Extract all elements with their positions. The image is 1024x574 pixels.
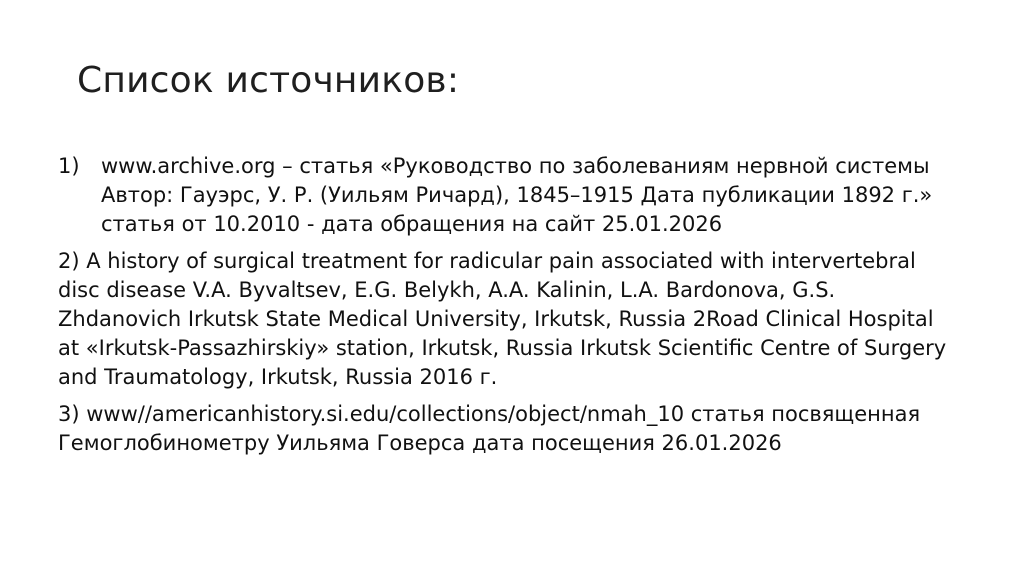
source-item-1-number: 1) [58, 154, 80, 178]
source-list [58, 152, 958, 466]
source-item-1 [58, 152, 958, 239]
source-item-1-text: www.archive.org – статья «Руководство по заболеваниям нервной системы Автор: Гауэрс, У. Р. (Уильям Ричард), 1845–1915 Дата публикации 1892 г.» статья от 10.2010 - дата обращения на сайт 25.01.2026 [101, 154, 933, 236]
source-item-2: 2) A history of surgical treatment for radicular pain associated with intervertebral disc disease V.A. Byvaltsev, E.G. Belykh, A.A. Kalinin, L.A. Bardonova, G.S. Zhdanovich Irkutsk State Medical University, Irkutsk, Russia 2Road Clinical Hospital at «Irkutsk-Passazhirskiy» station, Irkutsk, Russia Irkutsk Scientific Centre of Surgery and Traumatology, Irkutsk, Russia 2016 г. [58, 249, 947, 389]
source-item-3: 3) www//americanhistory.si.edu/collections/object/nmah_10 статья посвященная Гемоглобинометру Уильяма Говерса дата посещения 26.01.2026 [58, 402, 921, 455]
slide-title: Список источников: [77, 60, 460, 101]
